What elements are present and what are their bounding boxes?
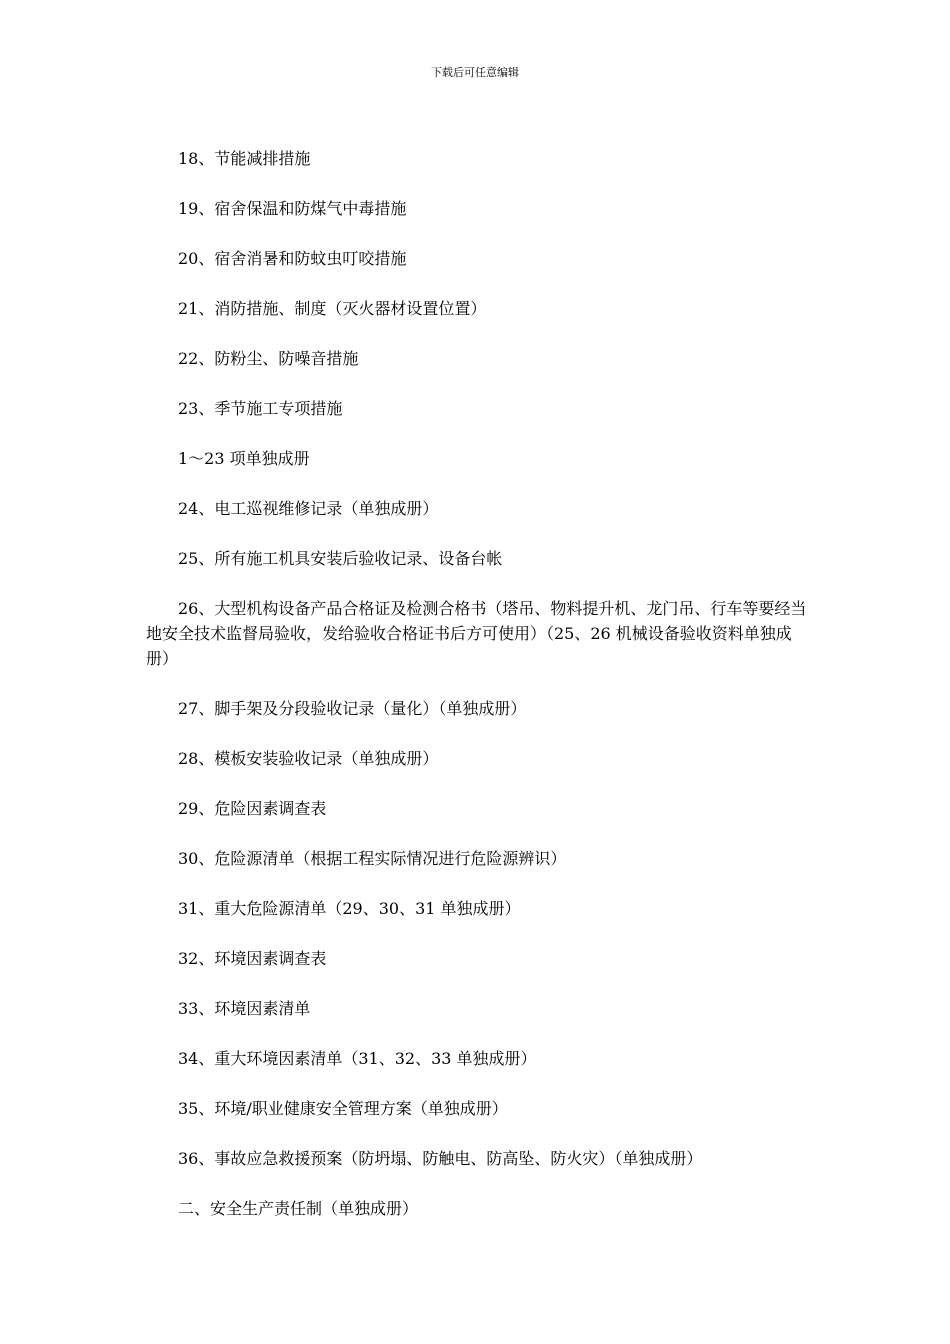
list-item: 22、防粉尘、防噪音措施 <box>178 349 359 368</box>
list-item: 20、宿舍消暑和防蚊虫叮咬措施 <box>178 249 407 268</box>
list-item: 1～23 项单独成册 <box>178 449 310 468</box>
list-item: 26、大型机构设备产品合格证及检测合格书（塔吊、物料提升机、龙门吊、行车等要经当地安全技术监督局验收，发给验收合格证书后方可使用）（25、26 机械设备验收资料单独成册） <box>146 599 807 668</box>
list-item: 29、危险因素调查表 <box>178 799 327 818</box>
list-item: 18、节能减排措施 <box>178 149 311 168</box>
list-item: 19、宿舍保温和防煤气中毒措施 <box>178 199 407 218</box>
list-item: 27、脚手架及分段验收记录（量化）（单独成册） <box>178 699 527 718</box>
list-item: 34、重大环境因素清单（31、32、33 单独成册） <box>178 1049 537 1068</box>
list-item: 32、环境因素调查表 <box>178 949 327 968</box>
list-item: 31、重大危险源清单（29、30、31 单独成册） <box>178 899 521 918</box>
list-item: 28、模板安装验收记录（单独成册） <box>178 749 439 768</box>
page-header: 下载后可任意编辑 <box>431 66 519 79</box>
list-item: 33、环境因素清单 <box>178 999 311 1018</box>
section-heading: 二、安全生产责任制（单独成册） <box>178 1199 419 1218</box>
list-item: 25、所有施工机具安装后验收记录、设备台帐 <box>178 549 503 568</box>
list-item: 23、季节施工专项措施 <box>178 399 343 418</box>
list-item: 35、环境/职业健康安全管理方案（单独成册） <box>178 1099 508 1118</box>
list-item: 24、电工巡视维修记录（单独成册） <box>178 499 439 518</box>
list-item: 36、事故应急救援预案（防坍塌、防触电、防高坠、防火灾）（单独成册） <box>178 1149 703 1168</box>
list-item: 21、消防措施、制度（灭火器材设置位置） <box>178 299 487 318</box>
list-item: 30、危险源清单（根据工程实际情况进行危险源辨识） <box>178 849 567 868</box>
document-body <box>146 146 810 1246</box>
